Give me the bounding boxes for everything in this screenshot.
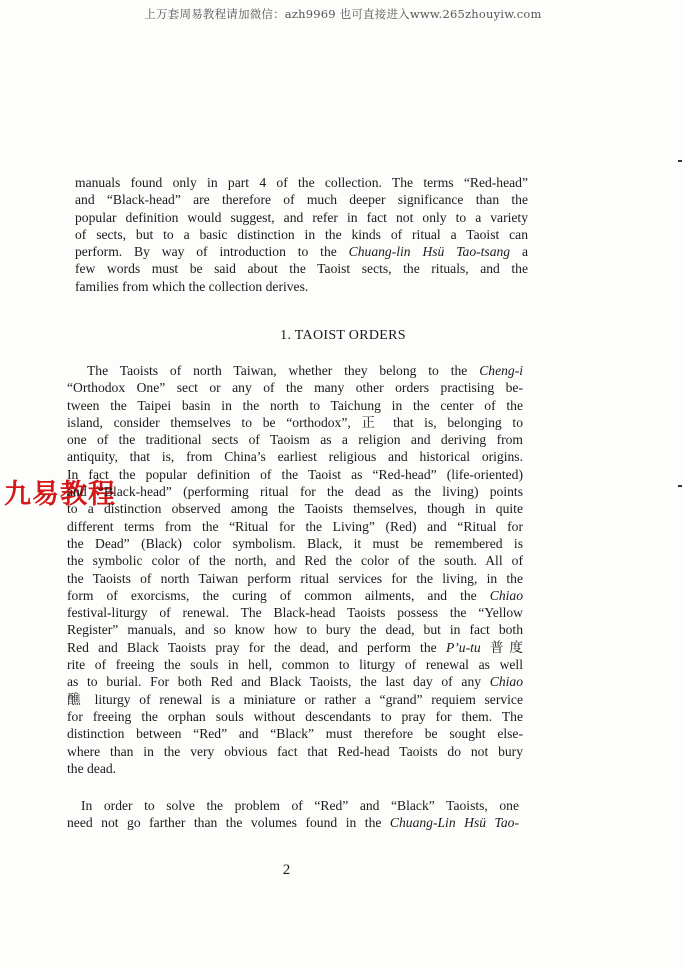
text-line: the Dead” (Black) color symbolism. Black, it must be remembered is	[67, 535, 523, 551]
text-line: different terms from the “Ritual for the Living” (Red) and “Ritual for	[67, 518, 523, 534]
scan-edge-mark	[678, 485, 682, 487]
page-number: 2	[282, 862, 291, 878]
text-line: distinction between “Red” and “Black” must therefore be sought else-	[67, 726, 523, 742]
text-line: The Taoists of north Taiwan, whether they belong to the Cheng-i	[87, 363, 523, 378]
text-line: perform. By way of introduction to the Chuang-lin Hsü Tao-tsang a	[75, 244, 529, 260]
text-line: Red and Black Taoists pray for the dead, and perform the P’u-tu 普度	[67, 639, 523, 655]
body-paragraph-2	[67, 797, 519, 832]
text-line: the dead.	[67, 760, 117, 776]
text-line: and “Black-head” (performing ritual for the dead as the living) points	[67, 484, 523, 500]
text-line: as to burial. For both Red and Black Taoists, the last day of any Chiao	[67, 674, 523, 690]
section-heading: 1. TAOIST ORDERS	[280, 328, 406, 343]
text-line: the Taoists of north Taiwan perform ritual services for the living, in the	[67, 570, 523, 586]
text-line: In fact the popular definition of the Taoist as “Red-head” (life-oriented)	[67, 466, 523, 482]
text-line: manuals found only in part 4 of the collection. The terms “Red-head”	[75, 175, 528, 190]
intro-paragraph	[75, 174, 528, 295]
text-line: of sects, but to a basic distinction in the kinds of ritual a Taoist can	[75, 226, 528, 242]
text-line: families from which the collection derives.	[75, 278, 309, 294]
text-line: few words must be said about the Taoist sects, the rituals, and the	[75, 261, 528, 277]
text-line: “Orthodox One” sect or any of the many other orders practising be-	[67, 380, 523, 396]
text-line: where than in the very obvious fact that Red-head Taoists do not bury	[67, 743, 523, 759]
text-line: rite of freeing the souls in hell, common to liturgy of renewal as well	[67, 657, 523, 673]
text-line: the symbolic color of the north, and Red the color of the south. All of	[67, 553, 523, 569]
text-line: In order to solve the problem of “Red” and “Black” Taoists, one	[81, 798, 519, 813]
text-line: need not go farther than the volumes found in the Chuang-Lin Hsü Tao-	[67, 815, 519, 831]
text-line: Register” manuals, and so know how to bury the dead, but in fact both	[67, 622, 523, 638]
text-line: antiquity, that is, from China’s earliest religious and historical origins.	[67, 449, 523, 465]
watermark-logo: 九易教程	[4, 479, 116, 510]
scan-edge-mark	[678, 160, 682, 162]
text-line: popular definition would suggest, and refer in fact not only to a variety	[75, 209, 528, 225]
text-line: 醮 liturgy of renewal is a miniature or rather a “grand” requiem service	[67, 691, 523, 707]
text-line: island, consider themselves to be “orthodox”, 正 that is, belonging to	[67, 414, 523, 430]
text-line: and “Black-head” are therefore of much deeper significance than the	[75, 192, 528, 208]
text-line: form of exorcisms, the curing of common ailments, and the Chiao	[67, 587, 523, 603]
text-line: one of the traditional sects of Taoism as a religion and deriving from	[67, 432, 523, 448]
text-line: festival-liturgy of renewal. The Black-head Taoists possess the “Yellow	[67, 605, 523, 621]
text-line: tween the Taipei basin in the north to Taichung in the center of the	[67, 397, 523, 413]
watermark-banner: 上万套周易教程请加微信：azh9969 也可直接进入www.265zhouyiw.com	[144, 7, 542, 21]
text-line: for freeing the orphan souls without descendants to pray for them. The	[67, 708, 523, 724]
text-line: to a distinction observed among the Taoists themselves, though in quite	[67, 501, 523, 517]
body-paragraph-1	[67, 362, 523, 777]
